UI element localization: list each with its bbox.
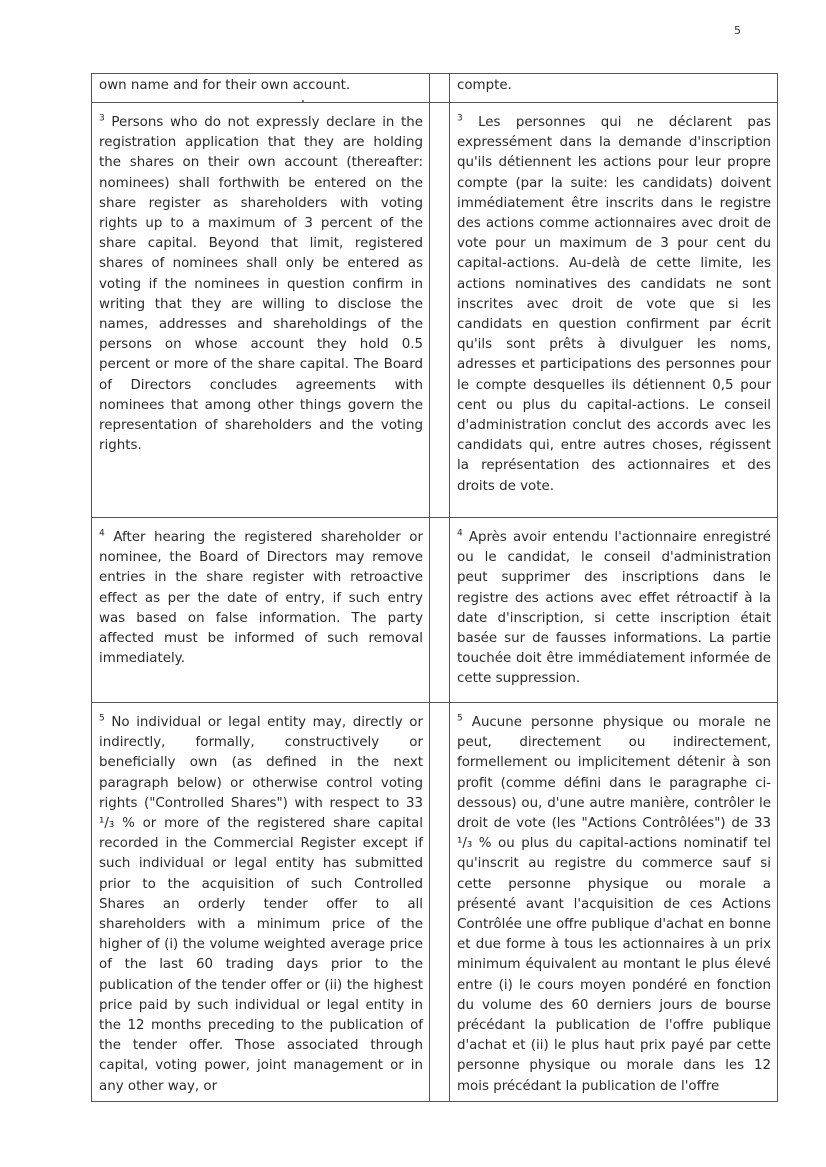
english-paragraph: own name and for their own account. (99, 78, 351, 93)
english-cell (92, 74, 430, 103)
english-cell (92, 103, 430, 518)
table-row (92, 103, 778, 518)
bilingual-articles-table (91, 73, 778, 1102)
paragraph-text: Après avoir entendu l'actionnaire enregistré ou le candidat, le conseil d'administration peut supprimer des inscriptions dans le registre des actions avec effet rétroactif à la date d'inscription, si cette inscription était basée sur de fausses informations. La partie touchée doit être immédiatement informée de cette suppression. (457, 530, 771, 687)
gap-cell (430, 74, 450, 103)
english-paragraph (99, 113, 423, 456)
french-cell (450, 703, 778, 1102)
paragraph-number: 5 (457, 713, 463, 724)
paragraph-text: No individual or legal entity may, directly or indirectly, formally, constructively or beneficially own (as defined in the next paragraph below) or otherwise control voting rights ("Controlled Shares") with respect to 33 ¹/₃ % or more of the registered share capital recorded in the Commercial Register except if such individual or legal entity has submitted prior to the acquisition of such Controlled Shares an orderly tender offer to all shareholders with a minimum price of the higher of (i) the volume weighted average price of the last 60 trading days prior to the publication of the tender offer or (ii) the highest price paid by such individual or legal entity in the 12 months preceding to the publication of the tender offer. Those associated through capital, voting power, joint management or in any other way, or (99, 715, 423, 1094)
paragraph-number: 4 (99, 528, 105, 539)
paragraph-number: 4 (457, 528, 463, 539)
english-cell (92, 518, 430, 703)
french-cell (450, 518, 778, 703)
table-row (92, 518, 778, 703)
paragraph-text: Aucune personne physique ou morale ne peut, directement ou indirectement, formellement ou implicitement détenir à son profit (comme défini dans le paragraphe ci-dessous) ou, d'une autre manière, contrôler le droit de vote (les "Actions Contrôlées") de 33 ¹/₃ % ou plus du capital-actions nominatif tel qu'inscrit au registre du commerce sauf si cette personne physique ou morale a présenté avant l'acquisition de ces Actions Contrôlée une offre publique d'achat en bonne et due forme à tous les actionnaires à un prix minimum équivalent au montant le plus élevé entre (i) le cours moyen pondéré en fonction du volume des 60 derniers jours de bourse précédant la publication de l'offre publique d'achat et (ii) le plus haut prix payé par cette personne physique ou morale dans les 12 mois précédant la publication de l'offre (457, 715, 771, 1094)
french-paragraph: compte. (457, 78, 512, 93)
table-row (92, 74, 778, 103)
french-paragraph (457, 113, 771, 497)
gap-cell (430, 518, 450, 703)
french-paragraph (457, 528, 771, 690)
french-paragraph (457, 713, 771, 1097)
paragraph-text: Persons who do not expressly declare in the registration application that they are holding the shares on their own account (thereafter: nominees) shall forthwith be entered on the share register as shareholders with voting rights up to a maximum of 3 percent of the share capital. Beyond that limit, registered shares of nominees shall only be entered as voting if the nominees in question confirm in writing that they are willing to disclose the names, addresses and shareholdings of the persons on whose account they hold 0.5 percent or more of the share capital. The Board of Directors concludes agreements with nominees that among other things govern the representation of shareholders and the voting rights. (99, 115, 424, 454)
english-paragraph (99, 713, 423, 1097)
gap-cell (430, 703, 450, 1102)
paragraph-text: Les personnes qui ne déclarent pas expressément dans la demande d'inscription qu'ils détiennent les actions pour leur propre compte (par la suite: les candidats) doivent immédiatement être inscrits dans le registre des actions comme actionnaires avec droit de vote pour un maximum de 3 pour cent du capital-actions. Au-delà de cette limite, les actions nominatives des candidats ne sont inscrites avec droit de vote que si les candidats en question confirment par écrit qu'ils sont prêts à divulguer les noms, adresses et participations des personnes pour le compte desquelles ils détiennent 0,5 pour cent ou plus du capital-actions. Le conseil d'administration conclut des accords avec les candidats qui, entre autres choses, régissent la représentation des actionnaires et des droits de vote. (457, 115, 771, 494)
paragraph-text: After hearing the registered shareholder or nominee, the Board of Directors may remove entries in the share register with retroactive effect as per the date of entry, if such entry was based on false information. The party affected must be informed of such removal immediately. (99, 530, 423, 667)
english-cell (92, 703, 430, 1102)
paragraph-number: 3 (99, 113, 105, 124)
french-cell (450, 74, 778, 103)
page-number: 5 (734, 24, 741, 37)
english-paragraph (99, 528, 423, 669)
gap-cell (430, 103, 450, 518)
table-row (92, 703, 778, 1102)
paragraph-number: 3 (457, 113, 463, 124)
french-cell (450, 103, 778, 518)
paragraph-number: 5 (99, 713, 105, 724)
